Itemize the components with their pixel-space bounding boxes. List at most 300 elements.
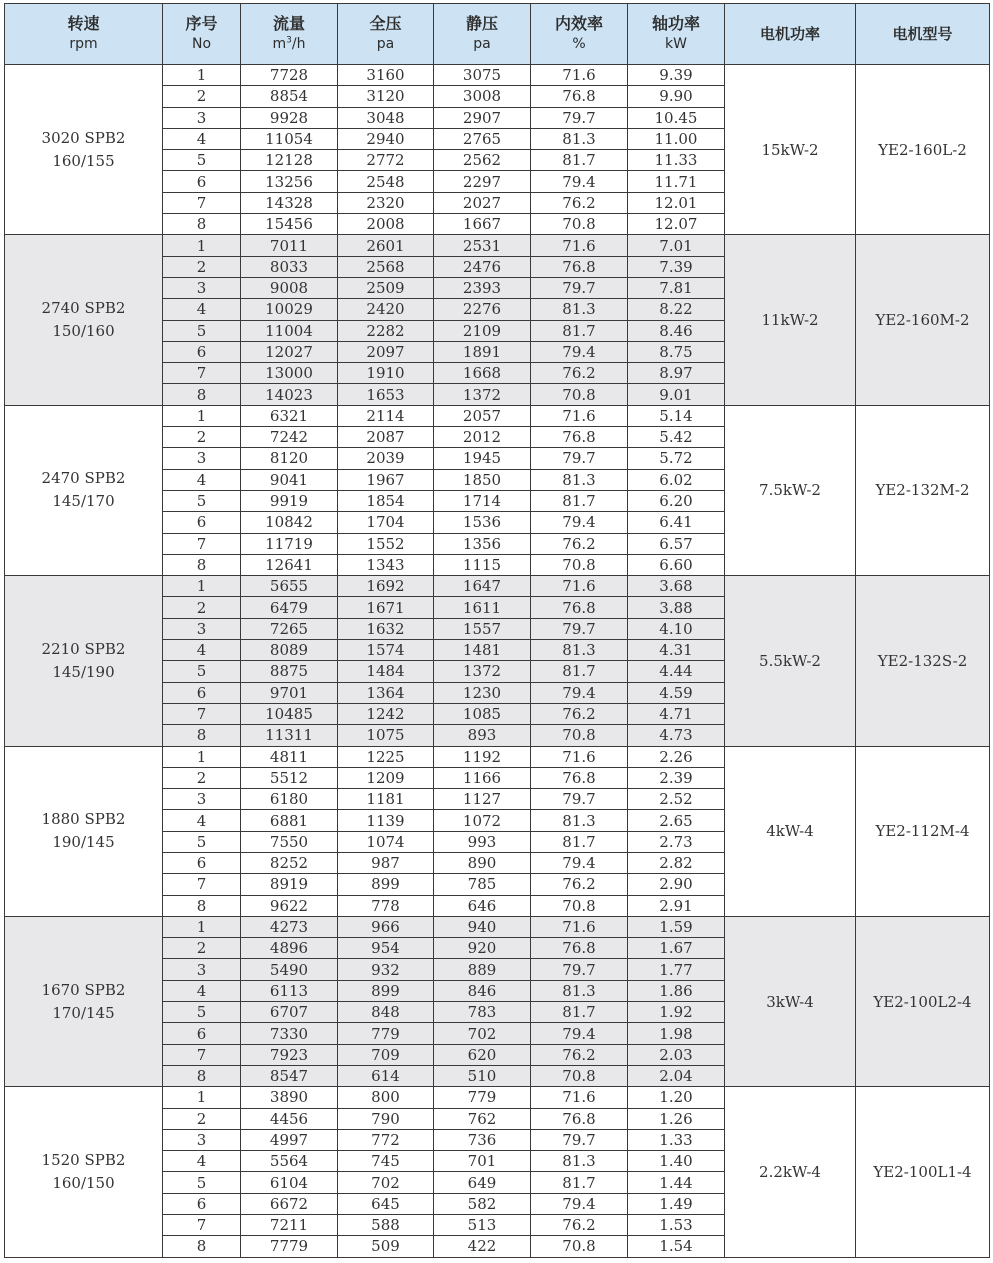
- efficiency-cell: 71.6: [531, 235, 628, 256]
- no-cell: 7: [163, 1215, 241, 1236]
- flow-cell: 6479: [241, 597, 338, 618]
- total-pressure-cell: 3160: [338, 65, 434, 86]
- shaft-power-cell: 2.26: [628, 746, 725, 767]
- shaft-power-cell: 7.39: [628, 256, 725, 277]
- total-pressure-cell: 2039: [338, 448, 434, 469]
- static-pressure-cell: 2562: [434, 150, 531, 171]
- total-pressure-cell: 709: [338, 1044, 434, 1065]
- total-pressure-cell: 2114: [338, 405, 434, 426]
- no-cell: 7: [163, 533, 241, 554]
- no-cell: 5: [163, 150, 241, 171]
- static-pressure-cell: 779: [434, 1087, 531, 1108]
- no-cell: 5: [163, 1002, 241, 1023]
- flow-cell: 10485: [241, 703, 338, 724]
- flow-cell: 7011: [241, 235, 338, 256]
- static-pressure-cell: 1945: [434, 448, 531, 469]
- efficiency-cell: 81.3: [531, 128, 628, 149]
- shaft-power-cell: 7.81: [628, 277, 725, 298]
- speed-model: 3020 SPB2: [41, 128, 126, 147]
- table-row: [5, 1087, 990, 1108]
- speed-model: 2740 SPB2: [41, 299, 126, 318]
- total-pressure-cell: 772: [338, 1129, 434, 1150]
- speed-model: 1670 SPB2: [41, 980, 126, 999]
- flow-cell: 13256: [241, 171, 338, 192]
- efficiency-cell: 81.3: [531, 1151, 628, 1172]
- total-pressure-cell: 2509: [338, 277, 434, 298]
- total-pressure-cell: 800: [338, 1087, 434, 1108]
- total-pressure-cell: 588: [338, 1215, 434, 1236]
- shaft-power-cell: 1.26: [628, 1108, 725, 1129]
- no-cell: 1: [163, 746, 241, 767]
- total-pressure-cell: 2420: [338, 299, 434, 320]
- shaft-power-cell: 2.65: [628, 810, 725, 831]
- total-pressure-cell: 1671: [338, 597, 434, 618]
- efficiency-cell: 70.8: [531, 725, 628, 746]
- motor-model-cell: YE2-160M-2: [856, 235, 990, 405]
- speed-cell: [5, 405, 163, 575]
- no-cell: 4: [163, 810, 241, 831]
- shaft-power-cell: 12.07: [628, 214, 725, 235]
- shaft-power-cell: 9.01: [628, 384, 725, 405]
- total-pressure-cell: 1225: [338, 746, 434, 767]
- efficiency-cell: 71.6: [531, 1087, 628, 1108]
- static-pressure-cell: 940: [434, 916, 531, 937]
- shaft-power-cell: 6.20: [628, 490, 725, 511]
- table-header: [5, 4, 990, 65]
- static-pressure-cell: 2027: [434, 192, 531, 213]
- efficiency-cell: 76.8: [531, 938, 628, 959]
- efficiency-cell: 81.7: [531, 831, 628, 852]
- table-row: [5, 405, 990, 426]
- no-cell: 6: [163, 1193, 241, 1214]
- no-cell: 2: [163, 767, 241, 788]
- impeller-spec: 145/170: [52, 492, 115, 511]
- no-cell: 1: [163, 235, 241, 256]
- no-cell: 4: [163, 640, 241, 661]
- shaft-power-cell: 4.10: [628, 618, 725, 639]
- total-pressure-cell: 2282: [338, 320, 434, 341]
- motor-model-cell: YE2-160L-2: [856, 65, 990, 235]
- static-pressure-cell: 890: [434, 852, 531, 873]
- static-pressure-cell: 1611: [434, 597, 531, 618]
- static-pressure-cell: 736: [434, 1129, 531, 1150]
- header-row: [5, 4, 990, 65]
- header-speed-label: 转速: [67, 14, 100, 33]
- total-pressure-cell: 2568: [338, 256, 434, 277]
- flow-cell: 6113: [241, 980, 338, 1001]
- static-pressure-cell: 2531: [434, 235, 531, 256]
- header-no-label: 序号: [185, 14, 218, 33]
- shaft-power-cell: 2.91: [628, 895, 725, 916]
- shaft-power-cell: 6.57: [628, 533, 725, 554]
- efficiency-cell: 81.7: [531, 1172, 628, 1193]
- flow-cell: 10842: [241, 512, 338, 533]
- total-pressure-cell: 702: [338, 1172, 434, 1193]
- flow-cell: 15456: [241, 214, 338, 235]
- shaft-power-cell: 1.54: [628, 1236, 725, 1257]
- efficiency-cell: 79.7: [531, 1129, 628, 1150]
- efficiency-cell: 76.8: [531, 256, 628, 277]
- speed-cell: [5, 746, 163, 916]
- shaft-power-cell: 11.33: [628, 150, 725, 171]
- efficiency-cell: 81.7: [531, 490, 628, 511]
- efficiency-cell: 79.4: [531, 682, 628, 703]
- header-efficiency-unit: %: [572, 36, 586, 52]
- efficiency-cell: 76.8: [531, 86, 628, 107]
- shaft-power-cell: 6.60: [628, 554, 725, 575]
- table-row: [5, 235, 990, 256]
- no-cell: 6: [163, 852, 241, 873]
- motor-model-cell: YE2-100L2-4: [856, 916, 990, 1086]
- total-pressure-cell: 509: [338, 1236, 434, 1257]
- no-cell: 2: [163, 1108, 241, 1129]
- total-pressure-cell: 1074: [338, 831, 434, 852]
- flow-cell: 7728: [241, 65, 338, 86]
- efficiency-cell: 70.8: [531, 1065, 628, 1086]
- efficiency-cell: 71.6: [531, 746, 628, 767]
- flow-cell: 11311: [241, 725, 338, 746]
- no-cell: 6: [163, 512, 241, 533]
- total-pressure-cell: 1364: [338, 682, 434, 703]
- no-cell: 6: [163, 1023, 241, 1044]
- static-pressure-cell: 582: [434, 1193, 531, 1214]
- flow-cell: 8919: [241, 874, 338, 895]
- total-pressure-cell: 1692: [338, 576, 434, 597]
- efficiency-cell: 81.3: [531, 980, 628, 1001]
- no-cell: 7: [163, 192, 241, 213]
- shaft-power-cell: 2.73: [628, 831, 725, 852]
- efficiency-cell: 79.7: [531, 789, 628, 810]
- shaft-power-cell: 2.52: [628, 789, 725, 810]
- static-pressure-cell: 422: [434, 1236, 531, 1257]
- shaft-power-cell: 1.98: [628, 1023, 725, 1044]
- shaft-power-cell: 5.14: [628, 405, 725, 426]
- no-cell: 7: [163, 1044, 241, 1065]
- shaft-power-cell: 3.88: [628, 597, 725, 618]
- flow-cell: 4997: [241, 1129, 338, 1150]
- total-pressure-cell: 987: [338, 852, 434, 873]
- flow-cell: 12128: [241, 150, 338, 171]
- efficiency-cell: 81.3: [531, 640, 628, 661]
- static-pressure-cell: 701: [434, 1151, 531, 1172]
- efficiency-cell: 76.2: [531, 533, 628, 554]
- total-pressure-cell: 1209: [338, 767, 434, 788]
- no-cell: 4: [163, 299, 241, 320]
- static-pressure-cell: 1850: [434, 469, 531, 490]
- flow-cell: 8033: [241, 256, 338, 277]
- flow-cell: 4896: [241, 938, 338, 959]
- flow-unit-exponent: 3: [286, 35, 292, 46]
- speed-model: 2470 SPB2: [41, 469, 126, 488]
- static-pressure-cell: 1536: [434, 512, 531, 533]
- efficiency-cell: 76.8: [531, 1108, 628, 1129]
- efficiency-cell: 81.7: [531, 320, 628, 341]
- motor-model-cell: YE2-100L1-4: [856, 1087, 990, 1257]
- header-motor-power: 电机功率: [725, 4, 856, 65]
- flow-cell: 8547: [241, 1065, 338, 1086]
- header-flow-label: 流量: [272, 14, 305, 33]
- total-pressure-cell: 848: [338, 1002, 434, 1023]
- shaft-power-cell: 8.75: [628, 341, 725, 362]
- flow-cell: 7330: [241, 1023, 338, 1044]
- static-pressure-cell: 1072: [434, 810, 531, 831]
- static-pressure-cell: 1356: [434, 533, 531, 554]
- shaft-power-cell: 6.41: [628, 512, 725, 533]
- flow-cell: 4811: [241, 746, 338, 767]
- efficiency-cell: 76.2: [531, 874, 628, 895]
- shaft-power-cell: 1.44: [628, 1172, 725, 1193]
- no-cell: 4: [163, 469, 241, 490]
- speed-model: 1520 SPB2: [41, 1150, 126, 1169]
- total-pressure-cell: 2601: [338, 235, 434, 256]
- flow-cell: 3890: [241, 1087, 338, 1108]
- motor-model-cell: YE2-132M-2: [856, 405, 990, 575]
- shaft-power-cell: 2.04: [628, 1065, 725, 1086]
- efficiency-cell: 81.3: [531, 299, 628, 320]
- motor-power-cell: 5.5kW-2: [725, 576, 856, 746]
- static-pressure-cell: 2476: [434, 256, 531, 277]
- table-row: [5, 65, 990, 86]
- impeller-spec: 150/160: [52, 322, 115, 341]
- efficiency-cell: 79.4: [531, 1193, 628, 1214]
- speed-cell: [5, 235, 163, 405]
- shaft-power-cell: 7.01: [628, 235, 725, 256]
- total-pressure-cell: 899: [338, 874, 434, 895]
- no-cell: 6: [163, 682, 241, 703]
- no-cell: 1: [163, 65, 241, 86]
- no-cell: 3: [163, 618, 241, 639]
- efficiency-cell: 70.8: [531, 1236, 628, 1257]
- impeller-spec: 170/145: [52, 1003, 115, 1022]
- total-pressure-cell: 954: [338, 938, 434, 959]
- efficiency-cell: 81.3: [531, 469, 628, 490]
- speed-group: [5, 916, 990, 1086]
- static-pressure-cell: 510: [434, 1065, 531, 1086]
- efficiency-cell: 79.7: [531, 448, 628, 469]
- static-pressure-cell: 649: [434, 1172, 531, 1193]
- table-row: [5, 746, 990, 767]
- motor-power-cell: 2.2kW-4: [725, 1087, 856, 1257]
- flow-cell: 11719: [241, 533, 338, 554]
- flow-cell: 5512: [241, 767, 338, 788]
- flow-cell: 7779: [241, 1236, 338, 1257]
- no-cell: 8: [163, 554, 241, 575]
- flow-cell: 6707: [241, 1002, 338, 1023]
- efficiency-cell: 79.4: [531, 1023, 628, 1044]
- shaft-power-cell: 8.97: [628, 363, 725, 384]
- efficiency-cell: 76.2: [531, 703, 628, 724]
- efficiency-cell: 81.3: [531, 810, 628, 831]
- static-pressure-cell: 3008: [434, 86, 531, 107]
- motor-power-cell: 11kW-2: [725, 235, 856, 405]
- flow-cell: 9622: [241, 895, 338, 916]
- no-cell: 2: [163, 597, 241, 618]
- efficiency-cell: 76.8: [531, 597, 628, 618]
- motor-model-cell: YE2-112M-4: [856, 746, 990, 916]
- speed-cell: [5, 1087, 163, 1257]
- shaft-power-cell: 2.82: [628, 852, 725, 873]
- efficiency-cell: 70.8: [531, 214, 628, 235]
- no-cell: 5: [163, 490, 241, 511]
- shaft-power-cell: 5.72: [628, 448, 725, 469]
- static-pressure-cell: 1714: [434, 490, 531, 511]
- header-static-pressure-unit: pa: [473, 36, 491, 52]
- shaft-power-cell: 11.00: [628, 128, 725, 149]
- impeller-spec: 160/150: [52, 1173, 115, 1192]
- efficiency-cell: 79.7: [531, 618, 628, 639]
- no-cell: 7: [163, 363, 241, 384]
- header-total-pressure: [338, 4, 434, 65]
- header-no-unit: No: [191, 36, 212, 52]
- header-total-pressure-label: 全压: [369, 14, 402, 33]
- shaft-power-cell: 4.71: [628, 703, 725, 724]
- static-pressure-cell: 1557: [434, 618, 531, 639]
- motor-model-cell: YE2-132S-2: [856, 576, 990, 746]
- static-pressure-cell: 993: [434, 831, 531, 852]
- flow-cell: 7923: [241, 1044, 338, 1065]
- efficiency-cell: 76.2: [531, 363, 628, 384]
- shaft-power-cell: 11.71: [628, 171, 725, 192]
- total-pressure-cell: 1343: [338, 554, 434, 575]
- header-total-pressure-unit: pa: [376, 36, 395, 52]
- static-pressure-cell: 620: [434, 1044, 531, 1065]
- flow-cell: 5490: [241, 959, 338, 980]
- no-cell: 3: [163, 107, 241, 128]
- no-cell: 8: [163, 1065, 241, 1086]
- speed-cell: [5, 65, 163, 235]
- total-pressure-cell: 932: [338, 959, 434, 980]
- static-pressure-cell: 1647: [434, 576, 531, 597]
- static-pressure-cell: 1372: [434, 661, 531, 682]
- efficiency-cell: 79.4: [531, 852, 628, 873]
- shaft-power-cell: 1.33: [628, 1129, 725, 1150]
- total-pressure-cell: 1653: [338, 384, 434, 405]
- shaft-power-cell: 1.59: [628, 916, 725, 937]
- flow-unit-rest: /h: [291, 36, 306, 52]
- static-pressure-cell: 1115: [434, 554, 531, 575]
- total-pressure-cell: 1552: [338, 533, 434, 554]
- efficiency-cell: 76.2: [531, 1215, 628, 1236]
- efficiency-cell: 71.6: [531, 405, 628, 426]
- no-cell: 7: [163, 703, 241, 724]
- header-shaft-power-unit: kW: [665, 36, 687, 52]
- header-speed-unit: rpm: [69, 36, 98, 52]
- total-pressure-cell: 3120: [338, 86, 434, 107]
- no-cell: 1: [163, 1087, 241, 1108]
- header-motor-model: 电机型号: [856, 4, 990, 65]
- header-shaft-power: [628, 4, 725, 65]
- flow-cell: 8120: [241, 448, 338, 469]
- no-cell: 3: [163, 789, 241, 810]
- static-pressure-cell: 702: [434, 1023, 531, 1044]
- static-pressure-cell: 783: [434, 1002, 531, 1023]
- static-pressure-cell: 1230: [434, 682, 531, 703]
- no-cell: 1: [163, 916, 241, 937]
- no-cell: 8: [163, 895, 241, 916]
- static-pressure-cell: 513: [434, 1215, 531, 1236]
- flow-cell: 9919: [241, 490, 338, 511]
- total-pressure-cell: 3048: [338, 107, 434, 128]
- shaft-power-cell: 5.42: [628, 427, 725, 448]
- static-pressure-cell: 893: [434, 725, 531, 746]
- static-pressure-cell: 1127: [434, 789, 531, 810]
- no-cell: 6: [163, 341, 241, 362]
- shaft-power-cell: 3.68: [628, 576, 725, 597]
- speed-group: [5, 235, 990, 405]
- efficiency-cell: 79.4: [531, 512, 628, 533]
- no-cell: 1: [163, 405, 241, 426]
- speed-group: [5, 746, 990, 916]
- header-efficiency-label: 内效率: [554, 14, 603, 33]
- static-pressure-cell: 1192: [434, 746, 531, 767]
- total-pressure-cell: 1854: [338, 490, 434, 511]
- table-row: [5, 916, 990, 937]
- total-pressure-cell: 614: [338, 1065, 434, 1086]
- static-pressure-cell: 920: [434, 938, 531, 959]
- efficiency-cell: 76.2: [531, 1044, 628, 1065]
- efficiency-cell: 71.6: [531, 65, 628, 86]
- efficiency-cell: 71.6: [531, 916, 628, 937]
- impeller-spec: 190/145: [52, 833, 115, 852]
- efficiency-cell: 70.8: [531, 895, 628, 916]
- flow-cell: 5564: [241, 1151, 338, 1172]
- shaft-power-cell: 9.39: [628, 65, 725, 86]
- shaft-power-cell: 1.86: [628, 980, 725, 1001]
- no-cell: 2: [163, 86, 241, 107]
- total-pressure-cell: 2548: [338, 171, 434, 192]
- motor-power-cell: 3kW-4: [725, 916, 856, 1086]
- flow-cell: 7265: [241, 618, 338, 639]
- efficiency-cell: 70.8: [531, 554, 628, 575]
- speed-model: 2210 SPB2: [41, 639, 126, 658]
- no-cell: 5: [163, 1172, 241, 1193]
- efficiency-cell: 76.8: [531, 767, 628, 788]
- static-pressure-cell: 785: [434, 874, 531, 895]
- no-cell: 3: [163, 1129, 241, 1150]
- efficiency-cell: 71.6: [531, 576, 628, 597]
- flow-cell: 12027: [241, 341, 338, 362]
- total-pressure-cell: 1910: [338, 363, 434, 384]
- static-pressure-cell: 762: [434, 1108, 531, 1129]
- speed-cell: [5, 916, 163, 1086]
- shaft-power-cell: 6.02: [628, 469, 725, 490]
- speed-cell: [5, 576, 163, 746]
- efficiency-cell: 70.8: [531, 384, 628, 405]
- shaft-power-cell: 12.01: [628, 192, 725, 213]
- no-cell: 5: [163, 831, 241, 852]
- static-pressure-cell: 646: [434, 895, 531, 916]
- speed-group: [5, 1087, 990, 1257]
- static-pressure-cell: 2765: [434, 128, 531, 149]
- total-pressure-cell: 966: [338, 916, 434, 937]
- shaft-power-cell: 4.44: [628, 661, 725, 682]
- shaft-power-cell: 8.22: [628, 299, 725, 320]
- flow-cell: 13000: [241, 363, 338, 384]
- total-pressure-cell: 645: [338, 1193, 434, 1214]
- shaft-power-cell: 1.49: [628, 1193, 725, 1214]
- flow-cell: 11004: [241, 320, 338, 341]
- no-cell: 3: [163, 959, 241, 980]
- no-cell: 7: [163, 874, 241, 895]
- no-cell: 8: [163, 1236, 241, 1257]
- no-cell: 6: [163, 171, 241, 192]
- header-no: [163, 4, 241, 65]
- total-pressure-cell: 1704: [338, 512, 434, 533]
- header-shaft-power-label: 轴功率: [651, 14, 700, 33]
- flow-cell: 9008: [241, 277, 338, 298]
- static-pressure-cell: 1166: [434, 767, 531, 788]
- flow-cell: 5655: [241, 576, 338, 597]
